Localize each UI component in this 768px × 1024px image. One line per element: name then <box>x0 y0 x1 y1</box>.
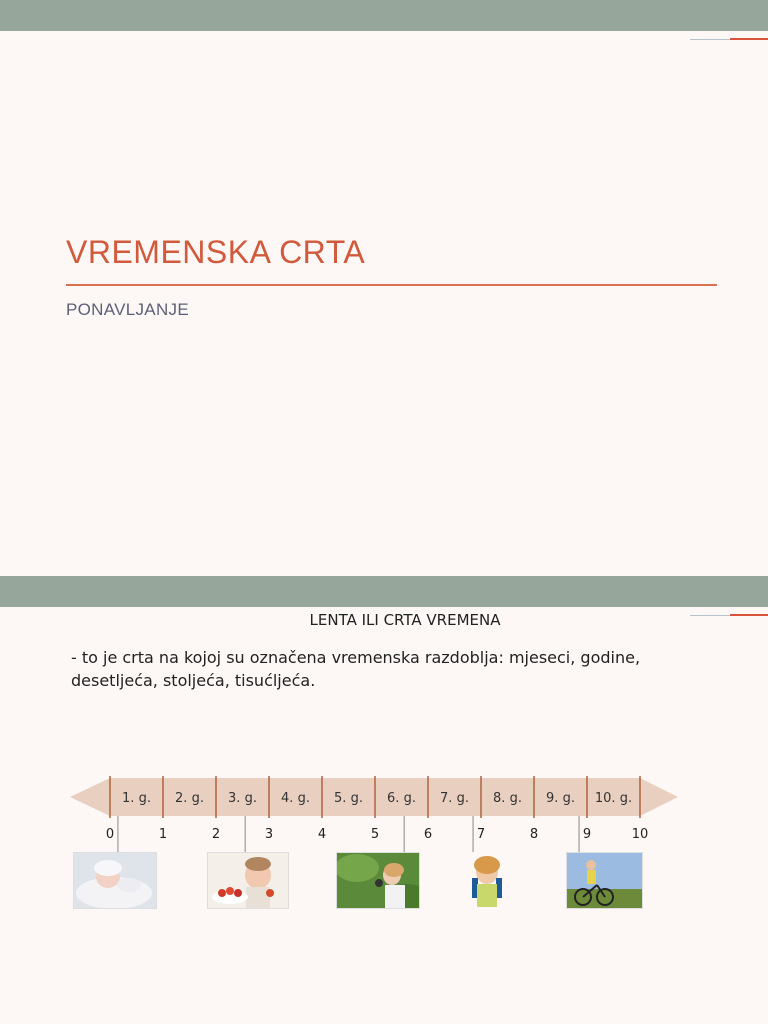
timeline-tick-label: 2 <box>211 827 221 842</box>
timeline-tick-label: 1 <box>158 827 168 842</box>
content-slide <box>0 576 768 1024</box>
timeline-segment-label: 2. g. <box>175 791 204 806</box>
child-in-garden-photo-icon <box>336 852 420 909</box>
timeline-tick-label: 9 <box>582 827 592 842</box>
baby-photo-icon <box>73 852 157 909</box>
timeline-segment-label: 4. g. <box>281 791 310 806</box>
content-body: - to je crta na kojoj su označena vremenska razdoblja: mjeseci, godine, desetljeća, stoljeća, tisućljeća. <box>71 648 641 690</box>
timeline-segment-label: 10. g. <box>594 791 633 806</box>
timeline-segment-label: 5. g. <box>334 791 363 806</box>
content-title: LENTA ILI CRTA VREMENA <box>309 611 501 629</box>
toddler-eating-photo-icon <box>207 852 289 909</box>
timeline-tick-label: 7 <box>476 827 486 842</box>
timeline-segment-label: 3. g. <box>228 791 257 806</box>
timeline-tick-label: 0 <box>105 827 115 842</box>
title-underline <box>66 284 717 286</box>
timeline-tick-label: 10 <box>631 827 649 842</box>
timeline-segment-label: 6. g. <box>387 791 416 806</box>
accent-line-grey <box>690 39 730 40</box>
timeline-segment-label: 9. g. <box>546 791 575 806</box>
timeline-tick-label: 5 <box>370 827 380 842</box>
top-bar <box>0 576 768 607</box>
slide-title: VREMENSKA CRTA <box>66 234 366 270</box>
timeline-diagram <box>60 766 690 856</box>
top-bar <box>0 0 768 31</box>
girl-with-backpack-photo-icon <box>466 852 508 907</box>
slide-subtitle: PONAVLJANJE <box>66 300 189 319</box>
accent-line-red <box>730 38 768 40</box>
timeline-segment-label: 8. g. <box>493 791 522 806</box>
timeline-tick-label: 6 <box>423 827 433 842</box>
timeline-segment-label: 1. g. <box>122 791 151 806</box>
girl-on-bicycle-photo-icon <box>566 852 643 909</box>
timeline-tick-label: 8 <box>529 827 539 842</box>
timeline-tick-label: 4 <box>317 827 327 842</box>
timeline-segment-label: 7. g. <box>440 791 469 806</box>
timeline-tick-label: 3 <box>264 827 274 842</box>
